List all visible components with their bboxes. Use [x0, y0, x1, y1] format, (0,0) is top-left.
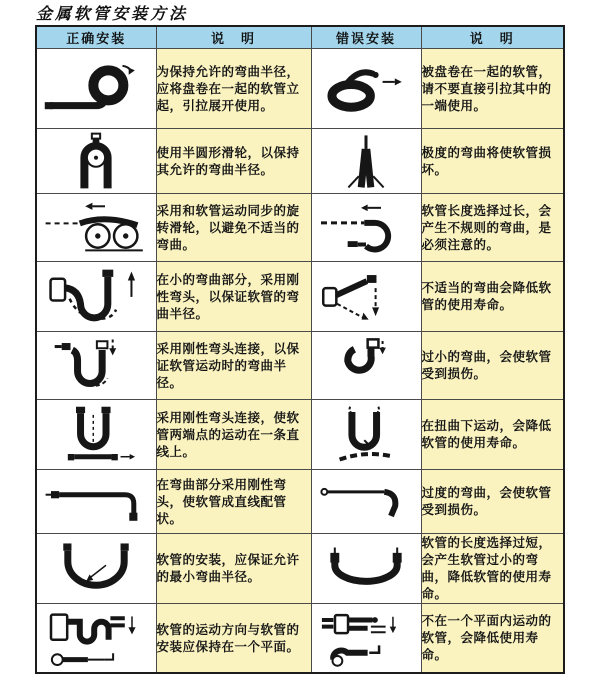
wrong-desc-cell: 极度的弯曲将使软管损坏。 — [421, 128, 564, 193]
correct-desc-cell: 采用刚性弯头连接，使软管两端点的运动在一条直线上。 — [156, 399, 311, 469]
overlong-loop-icon — [316, 200, 416, 254]
rigid-elbow-small-bend-icon — [46, 266, 146, 326]
wrong-desc-cell: 不在一个平面内运动的软管，会降低使用寿命。 — [421, 603, 564, 673]
correct-desc-cell: 采用和软管运动同步的旋转滑轮，以避免不适当的弯曲。 — [156, 193, 311, 261]
header-cell-wrong: 错误安装 — [311, 26, 421, 48]
correct-desc-cell: 在弯曲部分采用刚性弯头，使软管成直线配管状。 — [156, 469, 311, 533]
header-cell-correct: 正确安装 — [36, 26, 156, 48]
wrong-desc-cell: 过小的弯曲，会使软管受到损伤。 — [421, 331, 564, 399]
correct-image-cell — [36, 128, 156, 193]
over-bent-elbow-icon — [316, 476, 416, 526]
correct-image-cell — [36, 469, 156, 533]
off-plane-assembly-icon — [317, 608, 415, 668]
twisted-u-icon — [322, 404, 410, 464]
too-short-hose-icon — [317, 542, 415, 594]
wrong-image-cell — [311, 193, 421, 261]
correct-image-cell — [36, 533, 156, 603]
straight-pipe-elbow-icon — [42, 475, 150, 527]
table-row — [36, 128, 564, 193]
correct-image-cell — [36, 261, 156, 331]
wrong-image-cell — [311, 603, 421, 673]
table-row — [36, 469, 564, 533]
improper-bend-icon — [318, 267, 414, 325]
page-title: 金属软管安装方法 — [36, 4, 189, 23]
correct-image-cell — [36, 399, 156, 469]
table-row — [36, 603, 564, 673]
correct-image-cell — [36, 48, 156, 128]
semicircular-pulley-icon — [51, 132, 141, 190]
correct-desc-cell: 使用半圆形滑轮，以保持其允许的弯曲半径。 — [156, 128, 311, 193]
rotating-pulleys-icon — [42, 199, 150, 255]
too-small-bend-icon — [324, 336, 408, 394]
correct-desc-cell: 软管的安装，应保证允许的最小弯曲半径。 — [156, 533, 311, 603]
install-method-table — [35, 25, 565, 674]
min-bend-radius-u-icon — [46, 539, 146, 597]
correct-image-cell — [36, 331, 156, 399]
wrong-desc-cell: 软管长度选择过长，会产生不规则的弯曲，是必须注意的。 — [421, 193, 564, 261]
rigid-elbow-connection-icon — [46, 336, 146, 394]
header-cell-desc-correct: 说 明 — [156, 26, 311, 48]
coil-standing-unroll-icon — [43, 57, 149, 119]
wrong-image-cell — [311, 128, 421, 193]
header-cell-desc-wrong: 说 明 — [421, 26, 564, 48]
sharp-kink-icon — [324, 133, 408, 189]
wrong-image-cell — [311, 331, 421, 399]
wrong-desc-cell: 在扭曲下运动，会降低软管的使用寿命。 — [421, 399, 564, 469]
correct-desc-cell: 采用刚性弯头连接，以保证软管运动时的弯曲半径。 — [156, 331, 311, 399]
correct-image-cell — [36, 603, 156, 673]
correct-desc-cell: 在小的弯曲部分，采用刚性弯头，以保证软管的弯曲半径。 — [156, 261, 311, 331]
correct-desc-cell: 为保持允许的弯曲半径，应将盘卷在一起的软管立起，引拉展开使用。 — [156, 48, 311, 128]
wrong-image-cell — [311, 469, 421, 533]
coil-end-pull-icon — [318, 59, 414, 117]
table-row — [36, 533, 564, 603]
wrong-image-cell — [311, 533, 421, 603]
wrong-desc-cell: 软管的长度选择过短，会产生软管过小的弯曲，降低软管的使用寿命。 — [421, 533, 564, 603]
wrong-image-cell — [311, 48, 421, 128]
table-row — [36, 48, 564, 128]
wrong-desc-cell: 过度的弯曲，会使软管受到损伤。 — [421, 469, 564, 533]
wrong-image-cell — [311, 261, 421, 331]
correct-desc-cell: 软管的运动方向与软管的安装应保持在一个平面。 — [156, 603, 311, 673]
correct-image-cell — [36, 193, 156, 261]
header-row — [36, 26, 564, 48]
table-row — [36, 399, 564, 469]
table-row — [36, 193, 564, 261]
wrong-desc-cell: 不适当的弯曲会降低软管的使用寿命。 — [421, 261, 564, 331]
wrong-desc-cell: 被盘卷在一起的软管，请不要直接引拉其中的一端使用。 — [421, 48, 564, 128]
inline-endpoints-u-icon — [46, 404, 146, 464]
table-row — [36, 261, 564, 331]
table-row — [36, 331, 564, 399]
same-plane-assembly-icon — [42, 607, 150, 669]
wrong-image-cell — [311, 399, 421, 469]
